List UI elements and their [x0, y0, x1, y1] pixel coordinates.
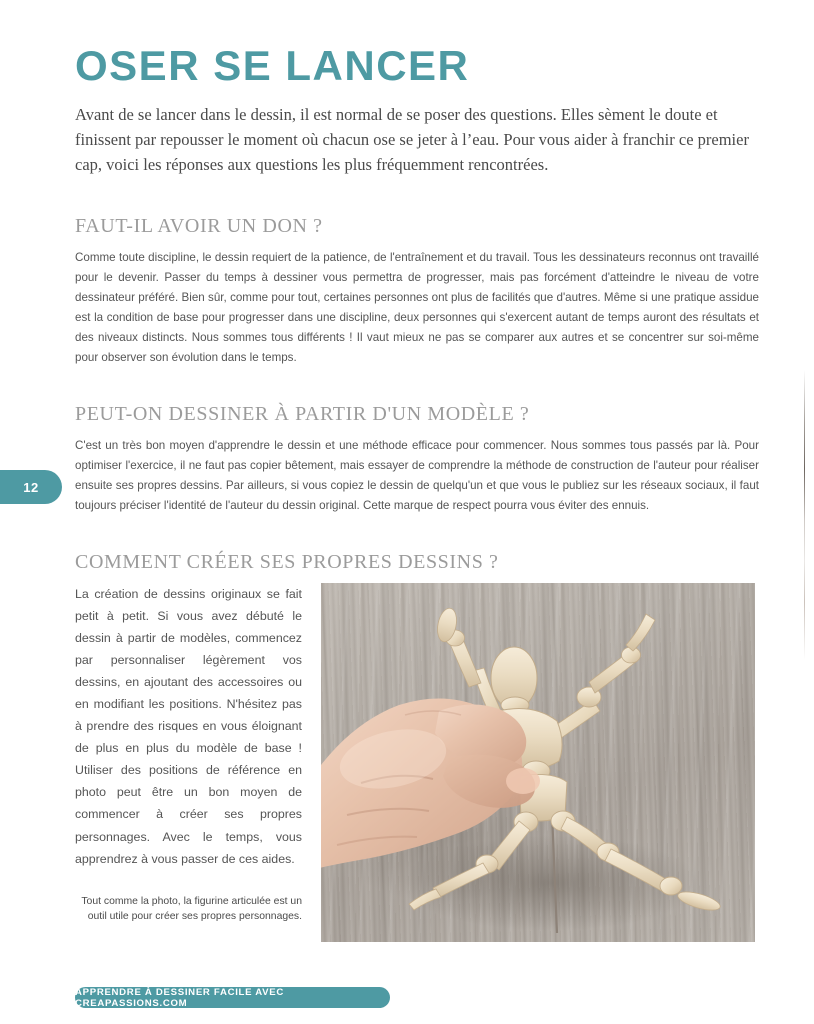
- section-body-1: Comme toute discipline, le dessin requiert de la patience, de l'entraînement et du travail. Tous les dessinateurs reconnus ont travaillé pour le devenir. Passer du temps à dessiner vous permettra de progresser, mais pas forcément d'atteindre le niveau de votre dessinateur préféré. Bien sûr, comme pour tout, certaines personnes ont plus de facilités que d'autres. Même si une pratique assidue est la condition de base pour progresser dans une discipline, deux personnes qui s'exercent autant de temps auront des résultats et des niveaux distincts. Nous sommes tous différents ! Il vaut mieux ne pas se comparer aux autres et se concentrer sur soi-même pour observer son évolution dans le temps.: [75, 251, 759, 365]
- page-number: 12: [23, 479, 39, 495]
- section-faut-il-avoir-un-don: [75, 214, 759, 368]
- page-binding-edge: [804, 370, 805, 660]
- photo-caption: Tout comme la photo, la figurine articulée est un outil utile pour créer ses propres personnages.: [81, 895, 302, 923]
- section-peut-on-dessiner-a-partir-d-un-modele: [75, 402, 759, 516]
- section-3-text-column: [75, 583, 302, 870]
- page-number-tab: [0, 470, 62, 504]
- footer-banner: APPRENDRE À DESSINER FACILE AVEC CREAPASSIONS.COM: [75, 987, 390, 1008]
- page-title: OSER SE LANCER: [75, 42, 470, 89]
- section-comment-creer-ses-propres-dessins: [75, 550, 759, 951]
- section-heading-3: COMMENT CRÉER SES PROPRES DESSINS ?: [75, 550, 499, 573]
- hand-holding-wooden-mannequin-photo: [321, 583, 755, 942]
- section-body-2: C'est un très bon moyen d'apprendre le dessin et une méthode efficace pour commencer. Nous sommes tous passés par là. Pour optimiser l'exercice, il ne faut pas copier bêtement, mais essayer de comprendre la méthode de construction de l'auteur pour réaliser ensuite ses propres dessins. Par ailleurs, si vous copiez le dessin de quelqu'un et que vous le publiez sur les réseaux sociaux, il faut toujours préciser l'identité de l'auteur du dessin original. Cette marque de respect pourra vous éviter des ennuis.: [75, 438, 759, 512]
- section-heading-1: FAUT-IL AVOIR UN DON ?: [75, 215, 323, 238]
- section-3-layout: [75, 583, 759, 951]
- intro-paragraph: Avant de se lancer dans le dessin, il est normal de se poser des questions. Elles sèment le doute et finissent par repousser le moment où chacun ose se jeter à l’eau. Pour vous aider à franchir ce premier cap, voici les réponses aux questions les plus fréquemment rencontrées.: [75, 105, 749, 175]
- section-heading-2: PEUT-ON DESSINER À PARTIR D'UN MODÈLE ?: [75, 402, 530, 425]
- photo-subject-illustration: [321, 583, 755, 942]
- page-content: [75, 0, 759, 951]
- section-body-3: La création de dessins originaux se fait petit à petit. Si vous avez débuté le dessin à partir de modèles, commencez par personnaliser légèrement vos dessins, en ajoutant des accessoires ou en modifiant les positions. N'hésitez pas à prendre des risques en vous éloignant de plus en plus du modèle de base ! Utiliser des positions de référence en photo peut être un bon moyen de commencer à créer ses propres personnages. Avec le temps, vous apprendrez à vous passer de ces aides.: [75, 586, 302, 866]
